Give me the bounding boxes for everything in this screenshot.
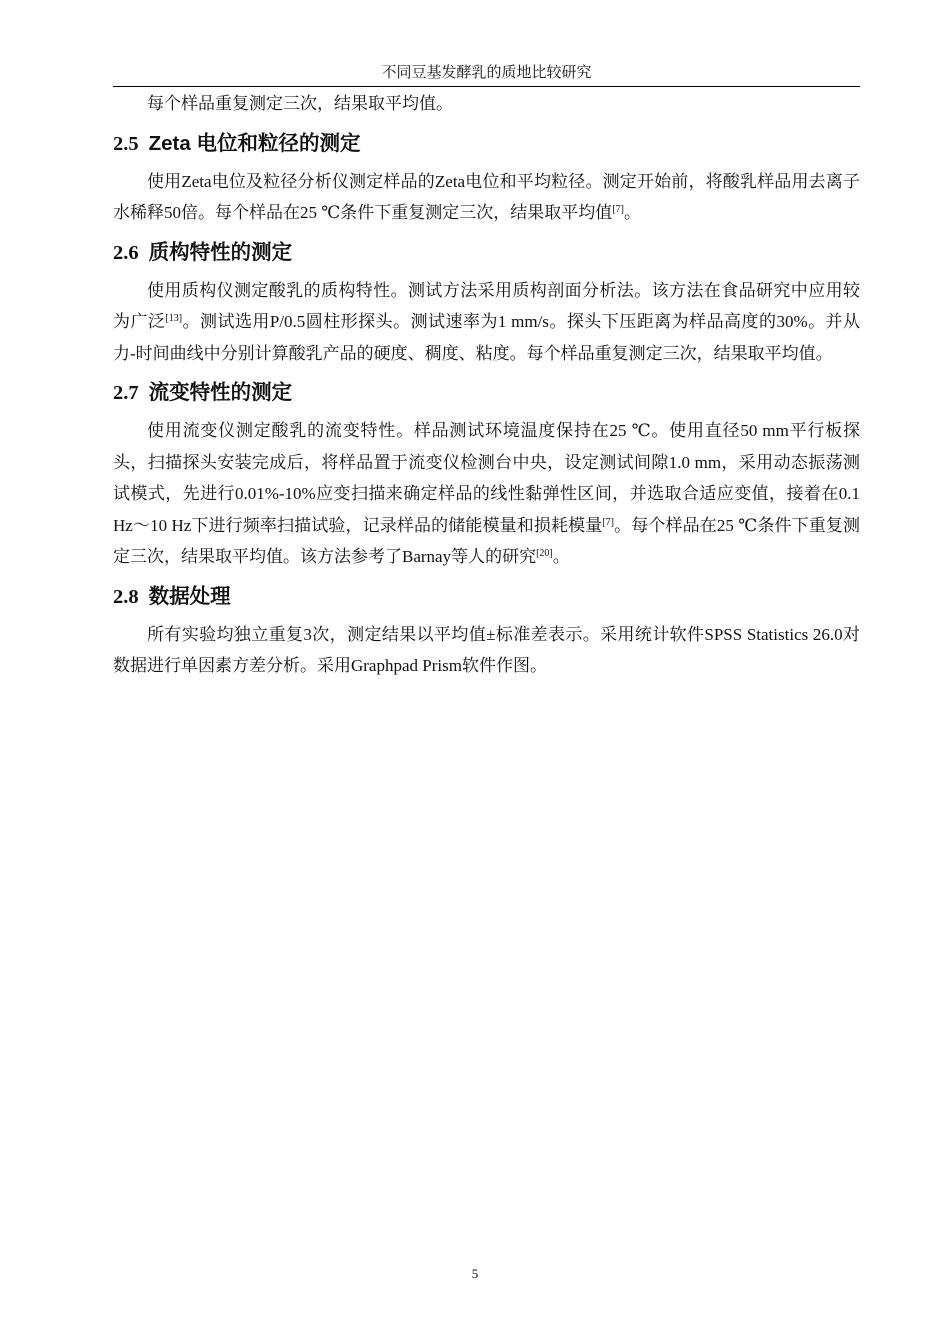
intro-paragraph: 每个样品重复测定三次，结果取平均值。 [147,94,453,113]
paragraph-text: 。测试选用P/0.5圆柱形探头。测试速率为1 mm/s。探头下压距离为样品高度的30%。并从力-时间曲线中分别计算酸乳产品的硬度、稠度、粘度。每个样品重复测定三次，结果取平均值。 [113,312,861,363]
citation: [13] [165,313,183,324]
section-number: 2.7 [113,382,139,404]
section-heading-2-6 [113,237,860,269]
paragraph-text: 。每个样品在25 ℃条件下重复测定三次，结果取平均值。该方法参考了Barnay等人的研究 [113,515,860,566]
paragraph-text: 使用流变仪测定酸乳的流变特性。样品测试环境温度保持在25 ℃。使用直径50 mm平行板探头，扫描探头安装完成后，将样品置于流变仪检测台中央，设定测试间隙1.0 mm，采用动态振荡测试模式，先进行0.01%-10%应变扫描来确定样品的线性黏弹性区间，并选取合适应变值，接着在0.1 Hz～10 Hz下进行频率扫描试验，记录样品的储能模量和损耗模量 [113,421,860,535]
section-2-6-paragraph [113,275,860,370]
document-body [113,88,860,682]
section-heading-2-7 [113,377,860,409]
citation: [7] [602,516,614,528]
citation: [20] [536,548,553,559]
running-header: 不同豆基发酵乳的质地比较研究 [113,63,860,87]
section-heading-2-5 [113,128,860,160]
paragraph-text: 。 [623,203,641,222]
paragraph-text: 使用Zeta电位及粒径分析仪测定样品的Zeta电位和平均粒径。测定开始前，将酸乳样品用去离子水稀释50倍。每个样品在25 ℃条件下重复测定三次，结果取平均值 [113,171,860,222]
page-number: 5 [471,1266,479,1281]
section-2-8-paragraph [113,619,860,682]
section-heading-2-8 [113,581,860,613]
section-2-5-paragraph [113,166,860,229]
section-title: Zeta 电位和粒径的测定 [148,131,361,155]
section-title: 数据处理 [148,584,231,608]
paragraph-text: 。 [552,547,570,566]
section-title: 质构特性的测定 [148,240,293,264]
section-2-7-paragraph [113,415,860,573]
section-number: 2.5 [113,132,139,155]
section-title: 流变特性的测定 [148,381,293,404]
paragraph-text: 使用质构仪测定酸乳的质构特性。测试方法采用质构剖面分析法。该方法在食品研究中应用较为广泛 [113,280,860,331]
paragraph-text: 所有实验均独立重复3次，测定结果以平均值±标准差表示。采用统计软件SPSS Statistics 26.0对数据进行单因素方差分析。采用Graphpad Prism软件作图。 [113,624,860,675]
citation: [7] [612,204,624,215]
section-number: 2.6 [113,241,139,264]
section-number: 2.8 [113,585,139,608]
